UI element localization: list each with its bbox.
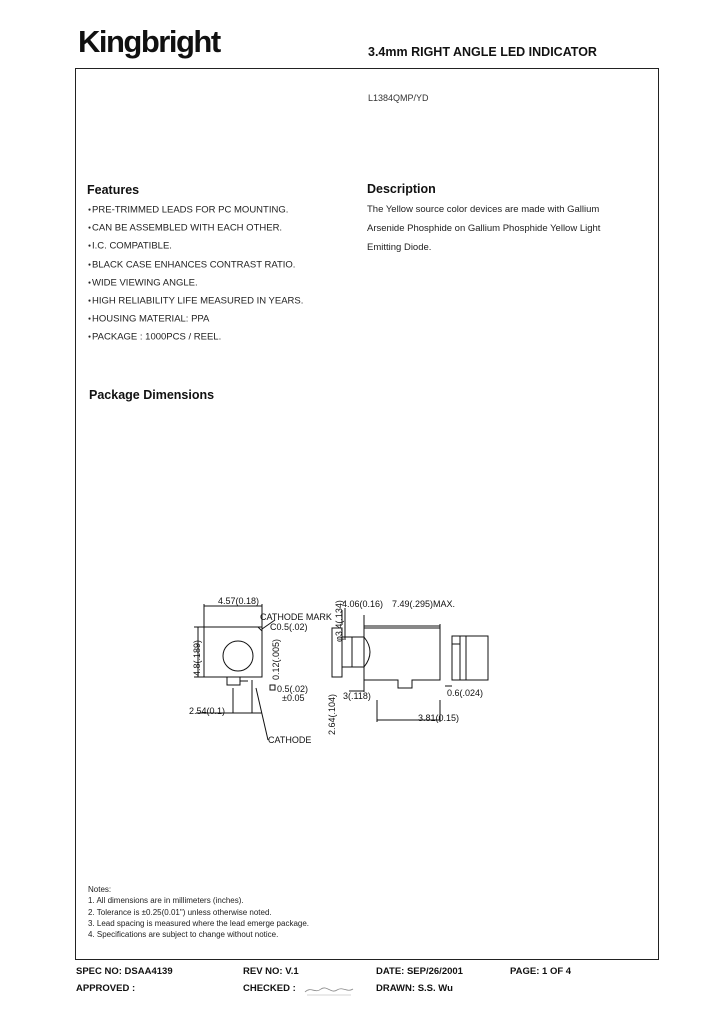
description-line: The Yellow source color devices are made with Gallium [367, 204, 600, 215]
feature-item: ● BLACK CASE ENHANCES CONTRAST RATIO. [88, 259, 303, 277]
dim-label: 0.6(.024) [447, 688, 484, 698]
end-view-body [452, 636, 488, 680]
dim-label: 0.12(.005) [271, 638, 281, 680]
feature-item: ● PACKAGE : 1000PCS / REEL. [88, 331, 303, 349]
dim-label: 3(.118) [343, 691, 371, 701]
dim-label: 4.06(0.16) [342, 599, 384, 609]
features-heading: Features [87, 183, 140, 197]
feature-item: ● HOUSING MATERIAL: PPA [88, 313, 303, 331]
notes-block [88, 884, 309, 940]
issue-date: DATE: SEP/26/2001 [376, 966, 463, 977]
feature-item: ● CAN BE ASSEMBLED WITH EACH OTHER. [88, 222, 303, 240]
dim-label: 3.81(0.15) [418, 713, 460, 723]
notes-heading: Notes: [88, 885, 112, 894]
checked-label: CHECKED : [243, 983, 296, 994]
drawn-by: DRAWN: S.S. Wu [376, 983, 453, 994]
feature-item: ● WIDE VIEWING ANGLE. [88, 277, 303, 295]
note-item: 1. All dimensions are in millimeters (inches). [88, 896, 244, 906]
description-line: Emitting Diode. [367, 242, 432, 253]
page-number: PAGE: 1 OF 4 [510, 966, 572, 977]
dim-label: 2.64(.104) [327, 693, 337, 735]
note-item: 3. Lead spacing is measured where the lead emerge package. [88, 918, 310, 928]
feature-item: ● HIGH RELIABILITY LIFE MEASURED IN YEARS. [88, 295, 303, 313]
approved-label: APPROVED : [76, 983, 136, 994]
dim-label: 4.57(0.18) [218, 596, 260, 606]
feature-item: ● I.C. COMPATIBLE. [88, 240, 303, 258]
dim-label: C0.5(.02) [270, 622, 308, 632]
document-title: 3.4mm RIGHT ANGLE LED INDICATOR [368, 45, 597, 59]
dim-label: 0.5(.02) [277, 684, 309, 694]
description-heading: Description [367, 182, 436, 196]
feature-item: ● PRE-TRIMMED LEADS FOR PC MOUNTING. [88, 204, 303, 222]
cathode-label: CATHODE [268, 735, 312, 745]
cathode-mark-label: CATHODE MARK [260, 612, 332, 622]
dim-label: φ3.4(.134) [334, 600, 344, 642]
part-number: L1384QMP/YD [368, 93, 429, 103]
dim-label: 2.54(0.1) [189, 706, 226, 716]
note-item: 4. Specifications are subject to change without notice. [88, 930, 279, 940]
brand-logo: Kingbright [78, 24, 220, 59]
front-view-lens [223, 641, 253, 671]
revision-number: REV NO: V.1 [243, 966, 299, 977]
dim-label: 7.49(.295)MAX. [392, 599, 456, 609]
description-line: Arsenide Phosphide on Gallium Phosphide Yellow Light [367, 223, 601, 234]
dim-label: 4.8(.189) [192, 639, 202, 676]
front-view-body [204, 627, 262, 677]
side-view-lens [342, 637, 370, 667]
signature-stamp [303, 984, 355, 996]
spec-number: SPEC NO: DSAA4139 [76, 966, 173, 977]
note-item: 2. Tolerance is ±0.25(0.01") unless otherwise noted. [88, 907, 272, 917]
package-heading: Package Dimensions [89, 388, 215, 402]
dim-label: ±0.05 [282, 693, 305, 703]
